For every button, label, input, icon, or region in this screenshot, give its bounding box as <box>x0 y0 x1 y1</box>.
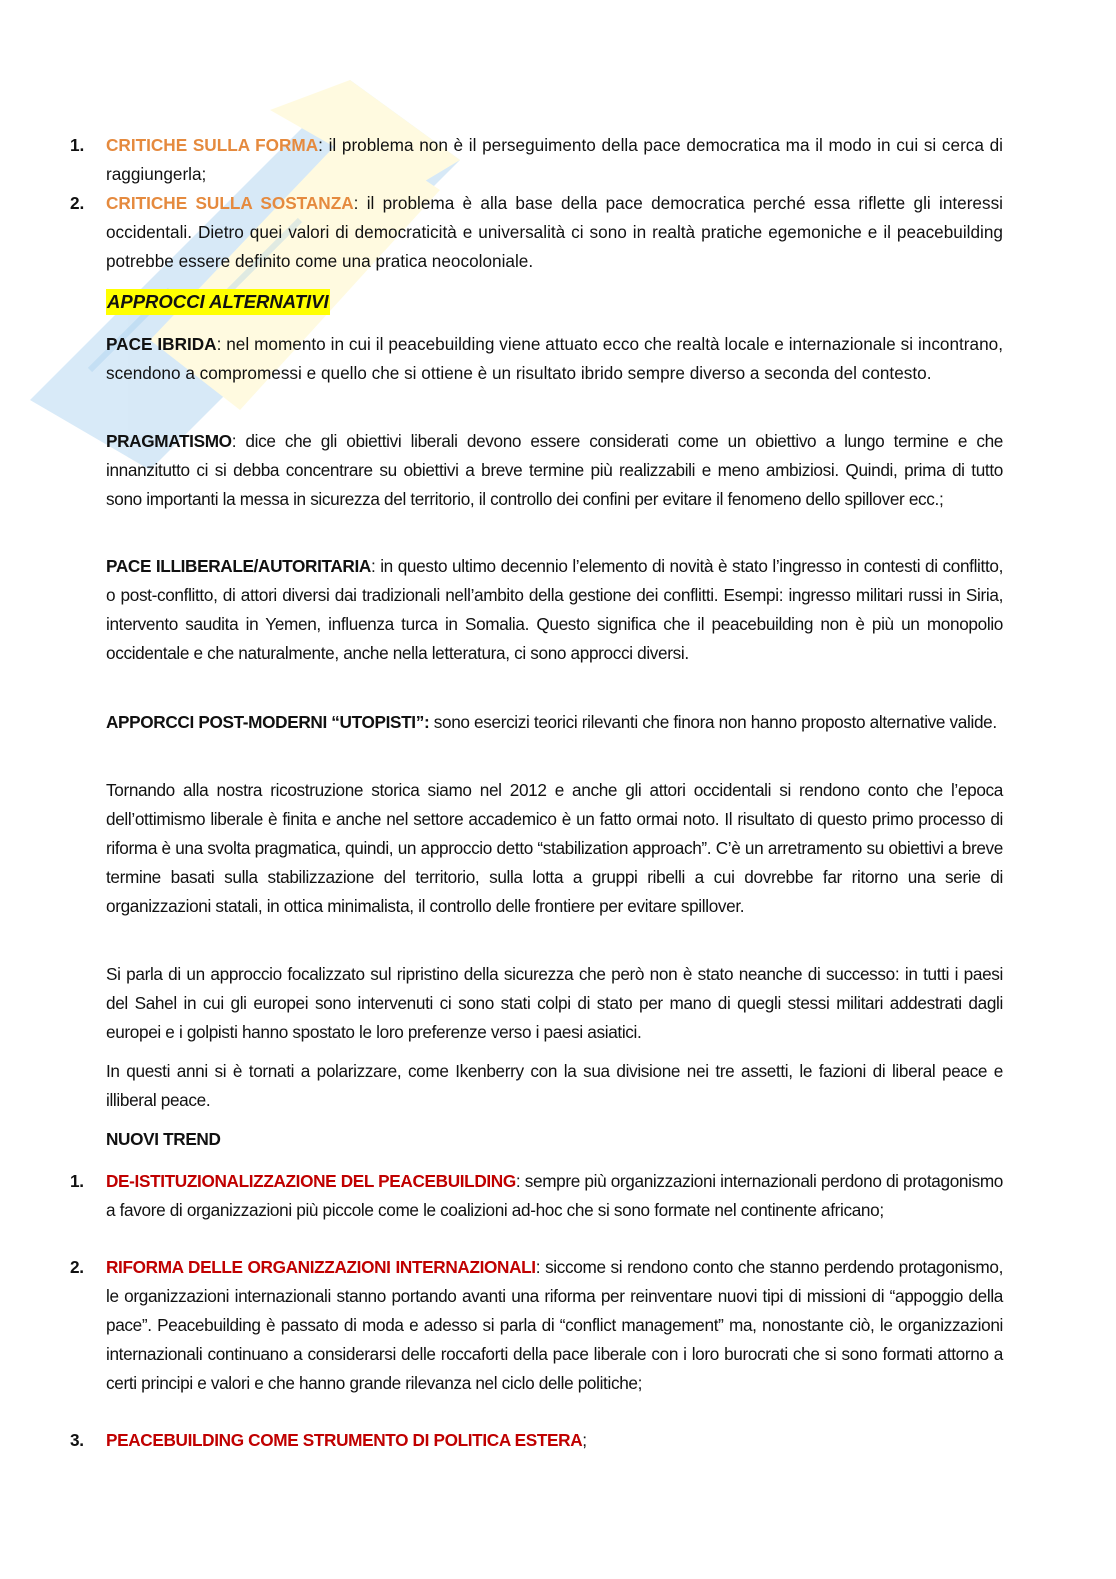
trends-heading: NUOVI TREND <box>106 1129 221 1149</box>
list-number: 3. <box>70 1430 84 1450</box>
approach-term: APPORCCI POST-MODERNI “UTOPISTI”: <box>106 712 430 732</box>
trend-text: : sempre più organizzazioni internazionali perdono di protagonismo a favore di organizzazioni più piccole come le coalizioni ad-hoc che si sono formate nel continente africano; <box>106 1171 1004 1220</box>
approach-text: : nel momento in cui il peacebuilding viene attuato ecco che realtà locale e internazionale si incontrano, scendono a compromessi e quello che si ottiene è un risultato ibrido sempre diverso a seconda del contesto. <box>106 334 1003 383</box>
paragraph-stabilization: Tornando alla nostra ricostruzione storica siamo nel 2012 e anche gli attori occidentali si rendono conto che l’epoca dell’ottimismo liberale è finita e anche nel settore accademico è un fatto ormai noto. Il risultato di questo primo processo di riforma è una svolta pragmatica, quindi, un approccio detto “stabilization approach”. C’è un arretramento su obiettivi a breve termine basati sulla stabilizzazione del territorio, sulla lotta a gruppi ribelli a cui dovrebbe far ritorno una serie di organizzazioni statali, in ottica minimalista, il controllo delle frontiere per evitare spillover. <box>106 780 1003 916</box>
approach-pace-ibrida <box>106 330 1003 388</box>
critique-item-1 <box>70 131 1003 189</box>
trend-text: : siccome si rendono conto che stanno perdendo protagonismo, le organizzazioni internazionali stanno portando avanti una riforma per reinventare nuovi tipi di missioni di “appoggio della pace”. Peacebuilding è passato di moda e adesso si parla di “conflict management” ma, nonostante ciò, le organizzazioni internazionali continuano a considerarsi delle roccaforti della pace liberale con i loro burocrati che si sono formati attorno a certi principi e valori e che hanno grande rilevanza nel ciclo delle politiche; <box>106 1257 1003 1393</box>
critique-item-2 <box>70 189 1003 276</box>
trend-item-2 <box>70 1253 1003 1398</box>
paragraph-polarization: In questi anni si è tornati a polarizzare, come Ikenberry con la sua divisione nei tre assetti, le fazioni di liberal peace e illiberal peace. <box>106 1061 1003 1110</box>
trend-item-3 <box>70 1426 1003 1455</box>
paragraph-sahel: Si parla di un approccio focalizzato sul ripristino della sicurezza che però non è stato neanche di successo: in tutti i paesi del Sahel in cui gli europei sono intervenuti ci sono stati colpi di stato per mano di quegli stessi militari addestrati dagli europei e i golpisti hanno spostato le loro preferenze verso i paesi asiatici. <box>106 964 1003 1042</box>
list-number: 2. <box>70 193 85 213</box>
approach-pace-illiberale <box>106 552 1003 668</box>
approach-post-moderni <box>106 708 1003 737</box>
list-number: 2. <box>70 1257 84 1277</box>
list-number: 1. <box>70 135 85 155</box>
trend-term: RIFORMA DELLE ORGANIZZAZIONI INTERNAZIONALI <box>106 1257 536 1277</box>
trend-item-1 <box>70 1167 1003 1225</box>
trend-text: ; <box>582 1430 587 1450</box>
approach-pragmatismo <box>106 427 1003 514</box>
section-heading: APPROCCI ALTERNATIVI <box>106 289 330 315</box>
critique-text: : il problema è alla base della pace democratica perché essa riflette gli interessi occidentali. Dietro quei valori di democraticità e universalità ci sono in realtà pratiche egemoniche e il peacebuilding potrebbe essere definito come una pratica neocoloniale. <box>106 193 1003 271</box>
trend-term: PEACEBUILDING COME STRUMENTO DI POLITICA ESTERA <box>106 1430 583 1450</box>
approach-text: : dice che gli obiettivi liberali devono essere considerati come un obiettivo a lungo termine e che innanzitutto ci si debba concentrare su obiettivi a breve termine più realizzabili e meno ambiziosi. Quindi, prima di tutto sono importanti la messa in sicurezza del territorio, il controllo dei confini per evitare il fenomeno dello spillover ecc.; <box>106 431 1003 509</box>
approach-term: PACE IBRIDA <box>106 334 217 354</box>
approach-term: PACE ILLIBERALE/AUTORITARIA <box>106 556 371 576</box>
critique-term: CRITICHE SULLA FORMA <box>106 135 319 155</box>
trend-term: DE-ISTITUZIONALIZZAZIONE DEL PEACEBUILDING <box>106 1171 516 1191</box>
critique-text: : il problema non è il perseguimento della pace democratica ma il modo in cui si cerca di raggiungerla; <box>106 135 1003 184</box>
approach-text: sono esercizi teorici rilevanti che finora non hanno proposto alternative valide. <box>429 712 997 732</box>
approach-text: : in questo ultimo decennio l’elemento di novità è stato l’ingresso in contesti di conflitto, o post-conflitto, di attori diversi dai tradizionali nell’ambito della gestione dei conflitti. Esempi: ingresso militari russi in Siria, intervento saudita in Yemen, influenza turca in Somalia. Questo significa che il peacebuilding non è più un monopolio occidentale e che naturalmente, anche nella letteratura, ci sono approcci diversi. <box>106 556 1003 663</box>
critique-term: CRITICHE SULLA SOSTANZA <box>106 193 354 213</box>
list-number: 1. <box>70 1171 84 1191</box>
approach-term: PRAGMATISMO <box>106 431 232 451</box>
